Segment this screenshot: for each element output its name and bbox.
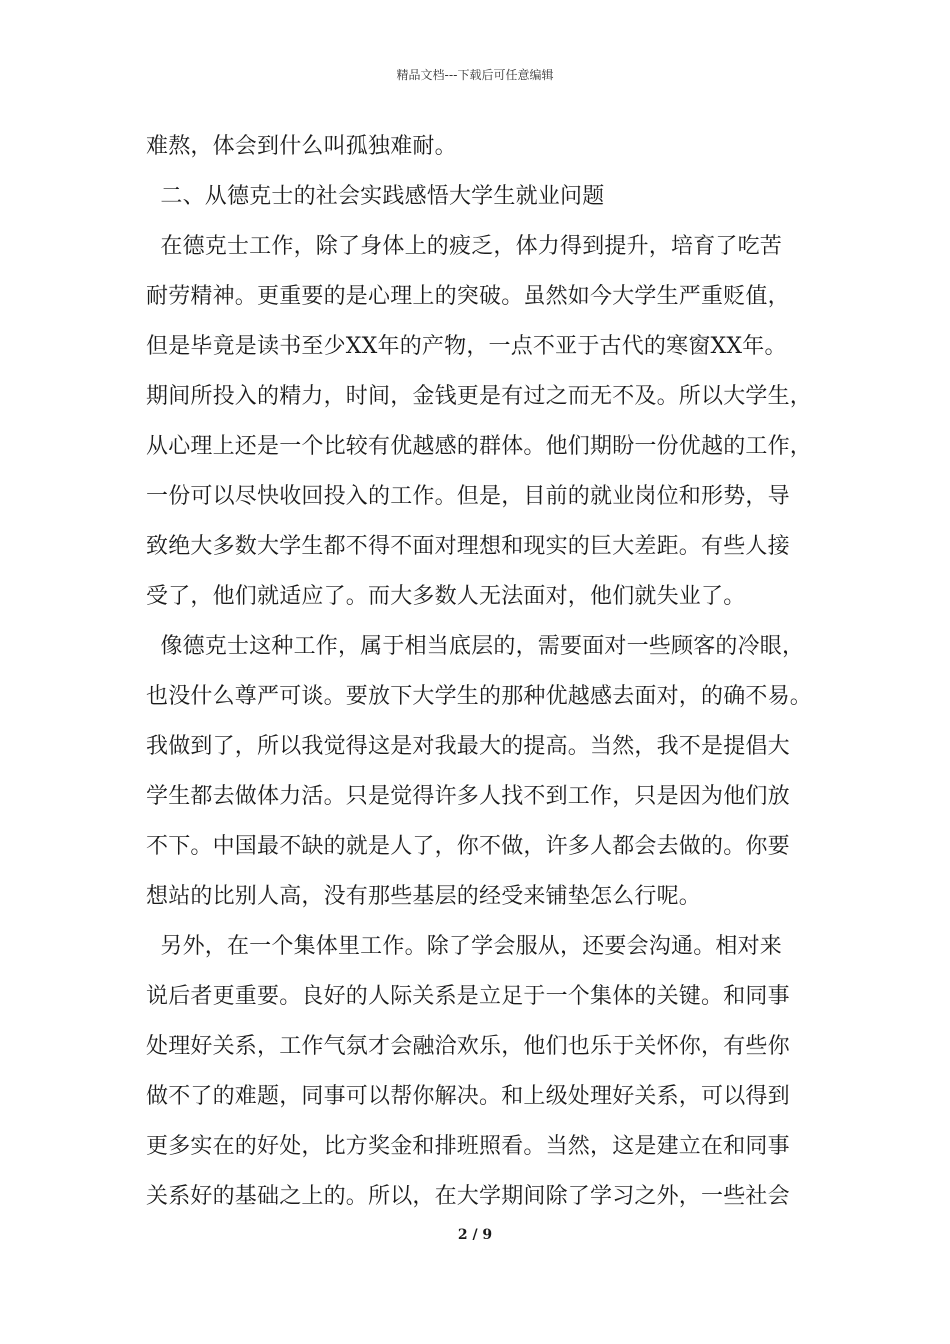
text-line: 想站的比别人高，没有那些基层的经受来铺垫怎么行呢。	[146, 884, 702, 909]
text-line: 说后者更重要。良好的人际关系是立足于一个集体的关键。和同事	[146, 984, 790, 1009]
text-line: 也没什么尊严可谈。要放下大学生的那种优越感去面对，的确不易。	[146, 684, 813, 709]
text-line: 一份可以尽快收回投入的工作。但是，目前的就业岗位和形势，导	[146, 484, 790, 509]
section-heading: 二、从德克士的社会实践感悟大学生就业问题	[146, 184, 605, 209]
text-line: 难熬，体会到什么叫孤独难耐。	[146, 134, 457, 159]
text-line: 我做到了，所以我觉得这是对我最大的提高。当然，我不是提倡大	[146, 734, 790, 759]
text-line: 处理好关系，工作气氛才会融洽欢乐，他们也乐于关怀你，有些你	[146, 1034, 790, 1059]
text-line: 耐劳精神。更重要的是心理上的突破。虽然如今大学生严重贬值，	[146, 284, 790, 309]
page-number: 2 / 9	[457, 1227, 493, 1243]
text-line: 在德克士工作，除了身体上的疲乏，体力得到提升，培育了吃苦	[146, 234, 782, 259]
text-line: 不下。中国最不缺的就是人了，你不做，许多人都会去做的。你要	[146, 834, 790, 859]
text-line: 学生都去做体力活。只是觉得许多人找不到工作，只是因为他们放	[146, 784, 790, 809]
text-line: 另外，在一个集体里工作。除了学会服从，还要会沟通。相对来	[146, 934, 782, 959]
text-line: 像德克士这种工作，属于相当底层的，需要面对一些顾客的冷眼，	[146, 634, 805, 659]
text-line: 期间所投入的精力，时间，金钱更是有过之而无不及。所以大学生，	[146, 384, 813, 409]
text-line: 更多实在的好处，比方奖金和排班照看。当然，这是建立在和同事	[146, 1134, 790, 1159]
text-line: 致绝大多数大学生都不得不面对理想和现实的巨大差距。有些人接	[146, 534, 790, 559]
page-header: 精品文档---下载后可任意编辑	[396, 68, 554, 82]
text-line: 从心理上还是一个比较有优越感的群体。他们期盼一份优越的工作，	[146, 434, 813, 459]
text-line: 关系好的基础之上的。所以，在大学期间除了学习之外，一些社会	[146, 1184, 790, 1209]
text-line: 但是毕竟是读书至少XX年的产物，一点不亚于古代的寒窗XX年。	[146, 334, 787, 359]
text-line: 做不了的难题，同事可以帮你解决。和上级处理好关系，可以得到	[146, 1084, 790, 1109]
text-line: 受了，他们就适应了。而大多数人无法面对，他们就失业了。	[146, 584, 746, 609]
